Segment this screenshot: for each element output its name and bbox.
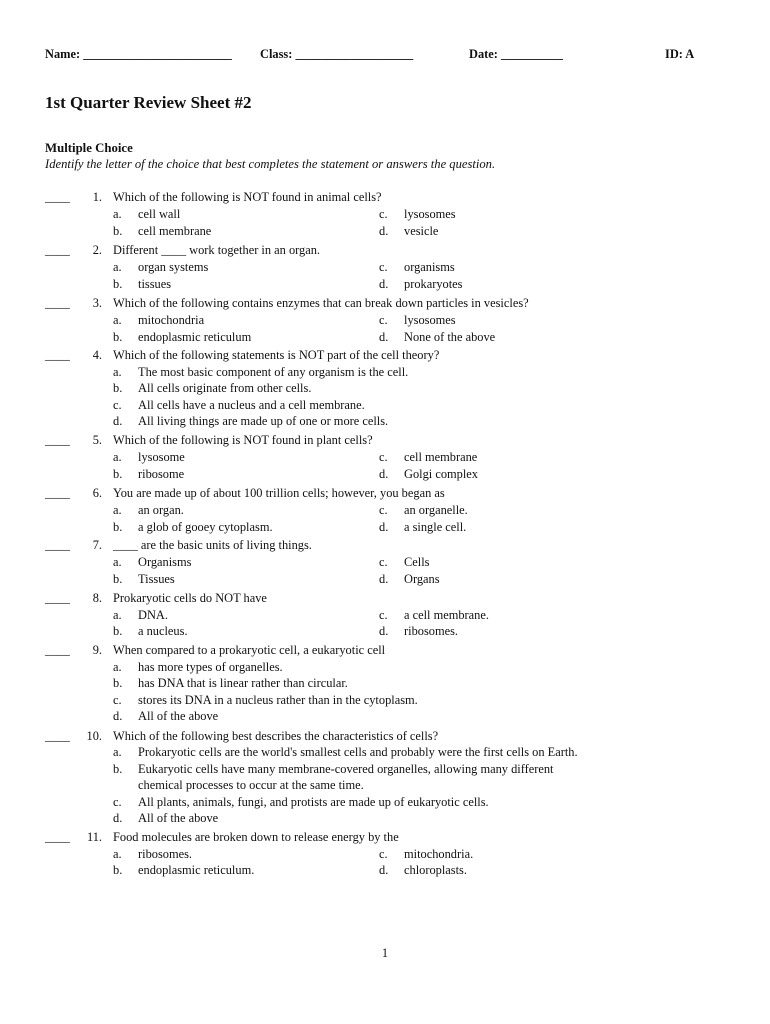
option-letter: a.	[113, 660, 122, 674]
option-text: a nucleus.	[138, 624, 188, 638]
option-text: None of the above	[404, 330, 496, 344]
option-text: chloroplasts.	[404, 863, 467, 877]
option-text: Eukaryotic cells have many membrane-covered organelles, allowing many different	[138, 762, 554, 776]
option-letter: a.	[113, 555, 122, 569]
question-stem: Different ____ work together in an organ.	[113, 243, 321, 257]
page-number: 1	[381, 946, 389, 960]
option-letter: b.	[113, 676, 123, 690]
option-letter: d.	[379, 330, 389, 344]
question-stem: Food molecules are broken down to release energy by the	[113, 830, 399, 844]
option-letter: c.	[379, 847, 388, 861]
option-text: organ systems	[138, 260, 209, 274]
answer-blank: ____	[45, 190, 70, 204]
option-letter: c.	[379, 503, 388, 517]
option-text: lysosome	[138, 450, 185, 464]
question-number: 5.	[92, 433, 102, 447]
option-letter: b.	[113, 863, 123, 877]
instructions: Identify the letter of the choice that best completes the statement or answers the question.	[45, 157, 496, 171]
option-text: endoplasmic reticulum.	[138, 863, 255, 877]
option-letter: d.	[379, 572, 389, 586]
option-text: DNA.	[138, 608, 168, 622]
answer-blank: ____	[45, 729, 70, 743]
option-letter: c.	[113, 795, 122, 809]
question-stem: When compared to a prokaryotic cell, a eukaryotic cell	[113, 643, 386, 657]
option-text: ribosomes.	[138, 847, 193, 861]
question-stem: Which of the following statements is NOT part of the cell theory?	[113, 348, 440, 362]
option-text: chemical processes to occur at the same time.	[138, 778, 364, 792]
option-text: a cell membrane.	[404, 608, 489, 622]
date-field: Date: __________	[469, 47, 563, 61]
option-text: prokaryotes	[404, 277, 463, 291]
option-letter: d.	[113, 414, 123, 428]
option-letter: a.	[113, 745, 122, 759]
question-number: 8.	[92, 591, 102, 605]
option-letter: d.	[379, 467, 389, 481]
question-stem: Which of the following is NOT found in animal cells?	[113, 190, 382, 204]
question-number: 2.	[92, 243, 102, 257]
option-letter: a.	[113, 450, 122, 464]
option-text: lysosomes	[404, 313, 456, 327]
option-letter: c.	[379, 313, 388, 327]
question-stem: You are made up of about 100 trillion cells; however, you began as	[113, 486, 445, 500]
option-text: Tissues	[138, 572, 175, 586]
option-letter: a.	[113, 207, 122, 221]
option-text: organisms	[404, 260, 455, 274]
question-number: 11.	[86, 830, 102, 844]
option-letter: a.	[113, 365, 122, 379]
option-text: an organ.	[138, 503, 184, 517]
option-letter: c.	[379, 608, 388, 622]
option-text: stores its DNA in a nucleus rather than in the cytoplasm.	[138, 693, 418, 707]
option-letter: d.	[379, 224, 389, 238]
question-number: 1.	[92, 190, 102, 204]
option-text: vesicle	[404, 224, 439, 238]
answer-blank: ____	[45, 348, 70, 362]
option-text: cell wall	[138, 207, 181, 221]
option-letter: b.	[113, 520, 123, 534]
option-letter: b.	[113, 572, 123, 586]
option-text: cell membrane	[138, 224, 212, 238]
option-letter: a.	[113, 847, 122, 861]
option-text: a single cell.	[404, 520, 467, 534]
question-number: 10.	[86, 729, 102, 743]
option-letter: c.	[113, 398, 122, 412]
option-letter: d.	[379, 863, 389, 877]
option-letter: b.	[113, 467, 123, 481]
option-text: mitochondria	[138, 313, 205, 327]
option-text: All plants, animals, fungi, and protists are made up of eukaryotic cells.	[138, 795, 489, 809]
answer-blank: ____	[45, 591, 70, 605]
answer-blank: ____	[45, 486, 70, 500]
question-number: 4.	[92, 348, 102, 362]
option-letter: b.	[113, 224, 123, 238]
option-text: All cells originate from other cells.	[138, 381, 312, 395]
option-text: a glob of gooey cytoplasm.	[138, 520, 273, 534]
section-heading: Multiple Choice	[45, 141, 133, 155]
option-text: ribosomes.	[404, 624, 459, 638]
page-title: 1st Quarter Review Sheet #2	[45, 93, 252, 112]
option-letter: b.	[113, 624, 123, 638]
question-number: 3.	[92, 296, 102, 310]
option-text: lysosomes	[404, 207, 456, 221]
option-letter: d.	[113, 811, 123, 825]
question-stem: Which of the following best describes the characteristics of cells?	[113, 729, 439, 743]
option-letter: a.	[113, 260, 122, 274]
option-text: Organs	[404, 572, 440, 586]
option-letter: b.	[113, 330, 123, 344]
option-text: All of the above	[138, 811, 219, 825]
option-text: All cells have a nucleus and a cell membrane.	[138, 398, 365, 412]
name-field: Name: ________________________	[45, 47, 232, 61]
option-text: ribosome	[138, 467, 185, 481]
option-letter: c.	[379, 555, 388, 569]
option-letter: d.	[113, 709, 123, 723]
option-letter: b.	[113, 381, 123, 395]
option-text: Cells	[404, 555, 430, 569]
question-stem: Which of the following is NOT found in plant cells?	[113, 433, 373, 447]
option-text: The most basic component of any organism is the cell.	[138, 365, 409, 379]
id-label: ID: A	[665, 47, 695, 61]
option-letter: d.	[379, 277, 389, 291]
option-letter: c.	[379, 207, 388, 221]
answer-blank: ____	[45, 296, 70, 310]
option-text: has DNA that is linear rather than circular.	[138, 676, 348, 690]
option-text: Prokaryotic cells are the world's smallest cells and probably were the first cells on Earth.	[138, 745, 578, 759]
option-text: All of the above	[138, 709, 219, 723]
option-text: Organisms	[138, 555, 192, 569]
question-stem: Which of the following contains enzymes that can break down particles in vesicles?	[113, 296, 529, 310]
option-text: an organelle.	[404, 503, 468, 517]
class-field: Class: ___________________	[260, 47, 414, 61]
answer-blank: ____	[45, 433, 70, 447]
option-letter: a.	[113, 313, 122, 327]
answer-blank: ____	[45, 538, 70, 552]
question-number: 6.	[92, 486, 102, 500]
option-letter: d.	[379, 624, 389, 638]
option-text: tissues	[138, 277, 172, 291]
option-text: has more types of organelles.	[138, 660, 283, 674]
option-text: Golgi complex	[404, 467, 478, 481]
answer-blank: ____	[45, 643, 70, 657]
option-letter: b.	[113, 762, 123, 776]
question-number: 9.	[92, 643, 102, 657]
question-stem: Prokaryotic cells do NOT have	[113, 591, 267, 605]
option-letter: c.	[379, 260, 388, 274]
question-stem: ____ are the basic units of living things.	[113, 538, 312, 552]
option-text: mitochondria.	[404, 847, 474, 861]
answer-blank: ____	[45, 243, 70, 257]
option-letter: b.	[113, 277, 123, 291]
option-letter: a.	[113, 608, 122, 622]
answer-blank: ____	[45, 830, 70, 844]
option-text: cell membrane	[404, 450, 478, 464]
option-letter: c.	[113, 693, 122, 707]
option-text: endoplasmic reticulum	[138, 330, 252, 344]
option-letter: c.	[379, 450, 388, 464]
option-letter: a.	[113, 503, 122, 517]
header	[45, 47, 725, 65]
question-number: 7.	[92, 538, 102, 552]
option-letter: d.	[379, 520, 389, 534]
option-text: All living things are made up of one or more cells.	[138, 414, 389, 428]
